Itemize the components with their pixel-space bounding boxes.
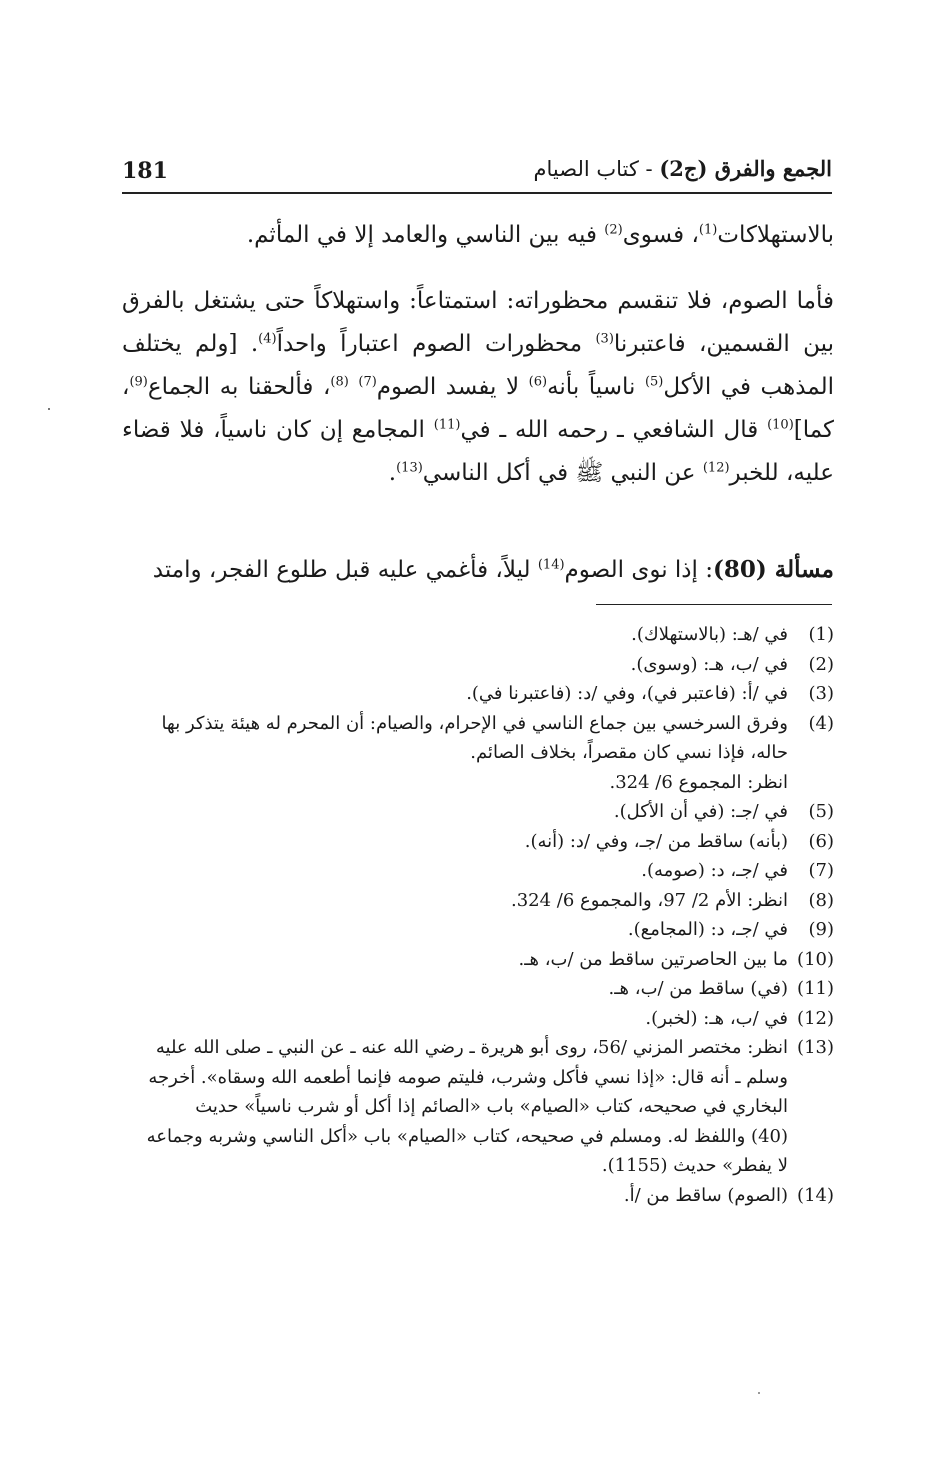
footnote-item (122, 1033, 834, 1181)
footnote-line: حاله، فإذا نسي كان مقصراً، بخلاف الصائم. (470, 742, 788, 763)
footnote-line: لا يفطر» حديث (1155). (601, 1155, 788, 1176)
footnote-item (122, 827, 834, 857)
paragraph-2 (122, 280, 834, 495)
footnote-text (122, 1181, 788, 1211)
issue-paragraph (122, 548, 834, 592)
footnote-number-label: (12) (797, 1007, 834, 1029)
footnote-number (788, 945, 834, 975)
footnote-number-label: (4) (808, 712, 834, 734)
text-run: فيه بين الناسي والعامد إلا في المأثم. (246, 222, 605, 248)
margin-mark (758, 1392, 760, 1394)
footnote-text (122, 945, 788, 975)
footnote-item (122, 679, 834, 709)
footnote-ref: (14) (537, 557, 565, 573)
footnote-line: في /هـ: (بالاستهلاك). (631, 624, 788, 645)
footnote-ref: (11) (433, 417, 461, 433)
footnote-item (122, 886, 834, 916)
footnote-item (122, 915, 834, 945)
footnote-number-label: (6) (808, 830, 834, 852)
footnote-number (788, 856, 834, 886)
text-run: لا يفسد الصوم (376, 374, 529, 400)
footnote-ref: (10) (767, 417, 794, 433)
footnote-line: ما بين الحاصرتين ساقط من /ب، هـ. (518, 948, 788, 970)
footnote-line: في /جـ، د: (صومه). (641, 860, 788, 881)
text-run: ليلاً، فأغمي عليه قبل طلوع الفجر، وامتد (152, 557, 538, 583)
footnote-divider (596, 604, 832, 605)
footnote-number (788, 915, 834, 945)
footnote-ref: (2) (604, 222, 623, 238)
margin-mark (48, 408, 50, 410)
footnote-number-label: (1) (808, 624, 834, 645)
footnote-number (788, 679, 834, 709)
footnote-number-label: (14) (797, 1184, 834, 1206)
issue-label: مسألة (80) (713, 556, 834, 583)
footnote-item (122, 709, 834, 798)
footnote-number-label: (2) (808, 653, 834, 675)
footnote-text (122, 856, 788, 886)
footnote-line: انظر: مختصر المزني /56، روى أبو هريرة ـ رضي الله عنه ـ عن النبي ـ صلى الله عليه (155, 1037, 788, 1058)
footnote-text (122, 827, 788, 857)
footnote-item (122, 797, 834, 827)
footnote-number (788, 974, 834, 1004)
text-run: ، كما] (122, 374, 834, 443)
footnote-number (788, 620, 834, 650)
footnote-line: وسلم ـ أنه قال: «إذا نسي فأكل وشرب، فليتم صومه فإنما أطعمه الله وسقاه». أخرجه (148, 1066, 788, 1088)
footnote-text (122, 886, 788, 916)
footnote-ref: (12) (702, 460, 730, 476)
chapter-title: - كتاب الصيام (533, 157, 660, 181)
footnote-ref: (3) (595, 331, 614, 347)
footnote-ref: (6) (528, 374, 548, 390)
footnote-item (122, 650, 834, 680)
footnote-line: في /جـ، د: (المجامع). (627, 919, 788, 940)
footnote-line: (في) ساقط من /ب، هـ. (608, 978, 788, 999)
footnote-line: في /ب، هـ: (لخبر). (645, 1007, 788, 1029)
footnote-text (122, 915, 788, 945)
footnote-ref: (9) (129, 374, 148, 390)
footnote-number-label: (9) (808, 919, 834, 940)
footnote-line: وفرق السرخسي بين جماع الناسي في الإحرام، والصيام: أن المحرم له هيئة يتذكر بها (161, 712, 788, 734)
page-header (122, 150, 832, 194)
footnote-number (788, 797, 834, 827)
footnote-item (122, 945, 834, 975)
text-run: ، فسوى (622, 222, 699, 248)
footnote-number (788, 1181, 834, 1211)
text-run: ناسياً بأنه (547, 374, 645, 400)
book-title: الجمع والفرق (ج2) (659, 156, 832, 181)
footnote-line: في /ب، هـ: (وسوى). (630, 653, 788, 675)
paragraph-1 (122, 214, 834, 257)
text-run: ، فألحقنا به الجماع (147, 374, 331, 400)
footnote-text (122, 709, 788, 798)
footnote-text (122, 650, 788, 680)
footnote-number-label: (7) (808, 860, 834, 881)
footnote-text (122, 620, 788, 650)
footnote-ref: (5) (644, 374, 664, 390)
footnote-text (122, 679, 788, 709)
text-run: . [ولم يختلف المذهب في الأكل (122, 331, 834, 400)
footnote-item (122, 1181, 834, 1211)
footnote-number (788, 650, 834, 680)
footnote-line: (بأنه) ساقط من /جـ، وفي /د: (أنه). (524, 830, 788, 852)
footnote-line: (الصوم) ساقط من /أ. (623, 1184, 788, 1206)
footnote-number-label: (10) (797, 948, 834, 970)
footnote-line: في /أ: (فاعتبر في)، وفي /د: (فاعتبرنا في). (466, 683, 788, 704)
text-run: . (388, 460, 397, 486)
footnote-number-label: (13) (797, 1037, 834, 1058)
text-run: بالاستهلاكات (717, 222, 834, 248)
footnote-number-label: (3) (808, 683, 834, 704)
footnote-line: انظر: المجموع 6/ 324. (609, 771, 788, 793)
footnote-number (788, 1004, 834, 1034)
footnote-item (122, 856, 834, 886)
footnote-item (122, 1004, 834, 1034)
footnote-ref: (7) (358, 374, 377, 390)
text-run: قال الشافعي ـ رحمه الله ـ في (460, 417, 768, 443)
text-run: محظورات الصوم اعتباراً واحداً (276, 331, 596, 357)
footnote-number-label: (8) (808, 889, 834, 911)
footnote-number (788, 1033, 834, 1063)
footnote-ref: (1) (698, 222, 718, 238)
running-title (534, 156, 832, 181)
footnote-ref: (13) (396, 460, 423, 476)
footnote-number-label: (5) (808, 801, 834, 822)
footnote-item (122, 974, 834, 1004)
footnote-text (122, 1004, 788, 1034)
text-run: فأما الصوم، فلا تنقسم محظوراته: استمتاعاً: واستهلاكاً حتى يشتغل بالفرق بين القسمين، فاعتبرنا (122, 288, 834, 357)
footnote-item (122, 620, 834, 650)
footnote-number-label: (11) (797, 978, 834, 999)
text-run: : إذا نوى الصوم (564, 557, 714, 583)
footnote-text (122, 974, 788, 1004)
footnote-number (788, 827, 834, 857)
footnote-ref: (8) (330, 374, 349, 390)
footnote-text (122, 797, 788, 827)
footnote-line: (40) واللفظ له. ومسلم في صحيحه، كتاب «الصيام» باب «أكل الناسي وشربه وجماعه (146, 1125, 788, 1147)
text-run: عن النبي ﷺ في أكل الناسي (422, 460, 703, 486)
footnote-line: انظر: الأم 2/ 97، والمجموع 6/ 324. (510, 889, 788, 911)
footnote-line: في /جـ: (في أن الأكل). (613, 801, 788, 822)
footnote-ref: (4) (258, 331, 277, 347)
footnote-number (788, 886, 834, 916)
footnote-text (122, 1033, 788, 1181)
footnotes (122, 620, 834, 1210)
footnote-number (788, 709, 834, 739)
page-number: 181 (122, 158, 168, 184)
text-run: المجامع إن كان ناسياً، فلا قضاء عليه، للخبر (122, 417, 834, 486)
footnote-line: البخاري في صحيحه، كتاب «الصيام» باب «الصائم إذا أكل أو شرب ناسياً» حديث (195, 1096, 788, 1117)
